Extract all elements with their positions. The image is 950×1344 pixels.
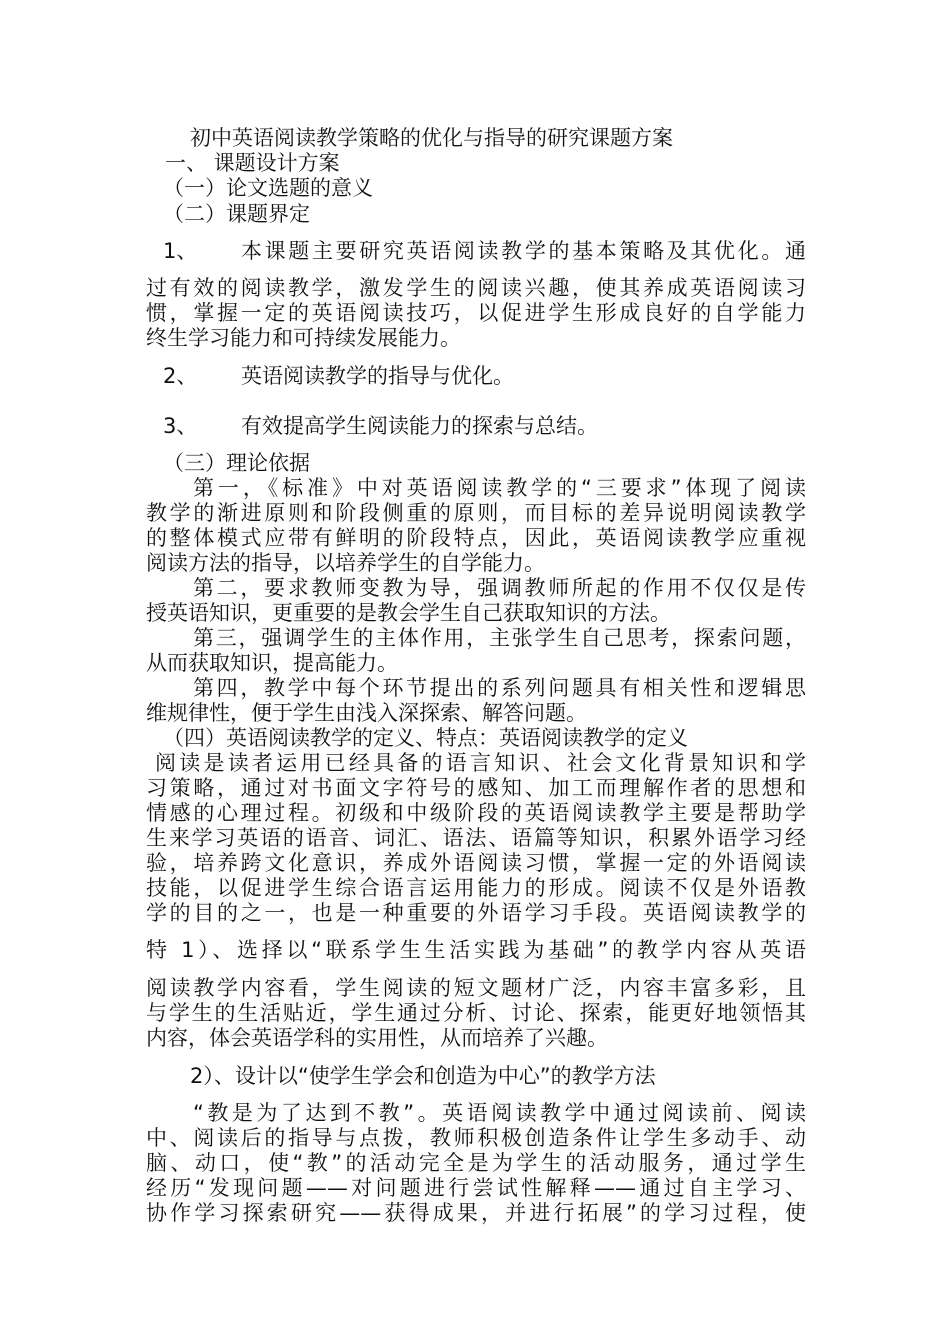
paragraph-5-line-1: 阅读是读者运用已经具备的语言知识、社会文化背景知识和学 bbox=[155, 751, 806, 775]
paragraph-5-line-5: 验，培养跨文化意识，养成外语阅读习惯，掌握一定的外语阅读 bbox=[146, 851, 806, 875]
item-1-line-3: 惯，掌握一定的英语阅读技巧，以促进学生形成良好的自学能力 bbox=[146, 301, 806, 325]
paragraph-6-line-3: 与学生的生活贴近，学生通过分析、讨论、探索，能更好地领悟其 bbox=[146, 1001, 806, 1025]
subheading-definition-features: （四）英语阅读教学的定义、特点：英语阅读教学的定义 bbox=[163, 726, 688, 750]
paragraph-8-line-5: 协作学习探索研究——获得成果，并进行拓展”的学习过程，使 bbox=[146, 1201, 806, 1225]
item-1-line-4: 终生学习能力和可持续发展能力。 bbox=[146, 326, 461, 350]
paragraph-8-line-4: 经历“发现问题——对问题进行尝试性解释——通过自主学习、 bbox=[146, 1176, 806, 1200]
paragraph-5-line-4: 生来学习英语的语音、词汇、语法、语篇等知识，积累外语学习经 bbox=[146, 826, 806, 850]
document-title: 初中英语阅读教学策略的优化与指导的研究课题方案 bbox=[190, 126, 673, 150]
paragraph-1-line-1: 第一，《标准》中对英语阅读教学的“三要求”体现了阅读 bbox=[193, 476, 806, 500]
item-3-text: 有效提高学生阅读能力的探索与总结。 bbox=[241, 414, 598, 438]
subheading-theory: （三）理论依据 bbox=[163, 451, 310, 475]
item-1-line-2: 过有效的阅读教学，激发学生的阅读兴趣，使其养成英语阅读习 bbox=[146, 276, 806, 300]
section-heading: 一、 课题设计方案 bbox=[165, 151, 340, 175]
paragraph-8-line-1: “教是为了达到不教”。英语阅读教学中通过阅读前、阅读 bbox=[193, 1101, 806, 1125]
paragraph-5-line-7: 学的目的之一，也是一种重要的外语学习手段。英语阅读教学的 bbox=[146, 901, 806, 925]
item-number-3: 3、 bbox=[163, 414, 198, 438]
subheading-definition: （二）课题界定 bbox=[163, 202, 310, 226]
paragraph-1-line-4: 阅读方法的指导，以培养学生的自学能力。 bbox=[146, 551, 545, 575]
item-1-line-1: 本课题主要研究英语阅读教学的基本策略及其优化。通 bbox=[241, 239, 806, 263]
item-number-1: 1、 bbox=[163, 239, 198, 263]
paragraph-8-line-3: 脑、动口，使“教”的活动完全是为学生的活动服务，通过学生 bbox=[146, 1151, 806, 1175]
paragraph-6-line-1: 特 1）、选择以“联系学生生活实践为基础”的教学内容从英语 bbox=[146, 938, 806, 962]
paragraph-5-line-2: 习策略，通过对书面文字符号的感知、加工而理解作者的思想和 bbox=[146, 776, 806, 800]
paragraph-6-line-2: 阅读教学内容看，学生阅读的短文题材广泛，内容丰富多彩，且 bbox=[146, 976, 806, 1000]
paragraph-3-line-2: 从而获取知识，提高能力。 bbox=[146, 651, 398, 675]
paragraph-6-line-4: 内容，体会英语学科的实用性，从而培养了兴趣。 bbox=[146, 1026, 608, 1050]
paragraph-2-line-1: 第二，要求教师变教为导，强调教师所起的作用不仅仅是传 bbox=[193, 576, 806, 600]
paragraph-5-line-3: 情感的心理过程。初级和中级阶段的英语阅读教学主要是帮助学 bbox=[146, 801, 806, 825]
paragraph-3-line-1: 第三，强调学生的主体作用，主张学生自己思考，探索问题， bbox=[193, 626, 806, 650]
paragraph-4-line-1: 第四，教学中每个环节提出的系列问题具有相关性和逻辑思 bbox=[193, 676, 806, 700]
paragraph-2-line-2: 授英语知识，更重要的是教会学生自己获取知识的方法。 bbox=[146, 601, 671, 625]
paragraph-1-line-2: 教学的渐进原则和阶段侧重的原则，而目标的差异说明阅读教学 bbox=[146, 501, 806, 525]
subheading-significance: （一）论文选题的意义 bbox=[163, 176, 373, 200]
item-number-2: 2、 bbox=[163, 364, 198, 388]
paragraph-8-line-2: 中、阅读后的指导与点拨，教师积极创造条件让学生多动手、动 bbox=[146, 1126, 806, 1150]
paragraph-7: 2）、设计以“使学生学会和创造为中心”的教学方法 bbox=[190, 1064, 656, 1088]
item-2-text: 英语阅读教学的指导与优化。 bbox=[241, 364, 514, 388]
paragraph-5-line-6: 技能，以促进学生综合语言运用能力的形成。阅读不仅是外语教 bbox=[146, 876, 806, 900]
paragraph-4-line-2: 维规律性，便于学生由浅入深探索、解答问题。 bbox=[146, 701, 587, 725]
paragraph-1-line-3: 的整体模式应带有鲜明的阶段特点，因此，英语阅读教学应重视 bbox=[146, 526, 806, 550]
